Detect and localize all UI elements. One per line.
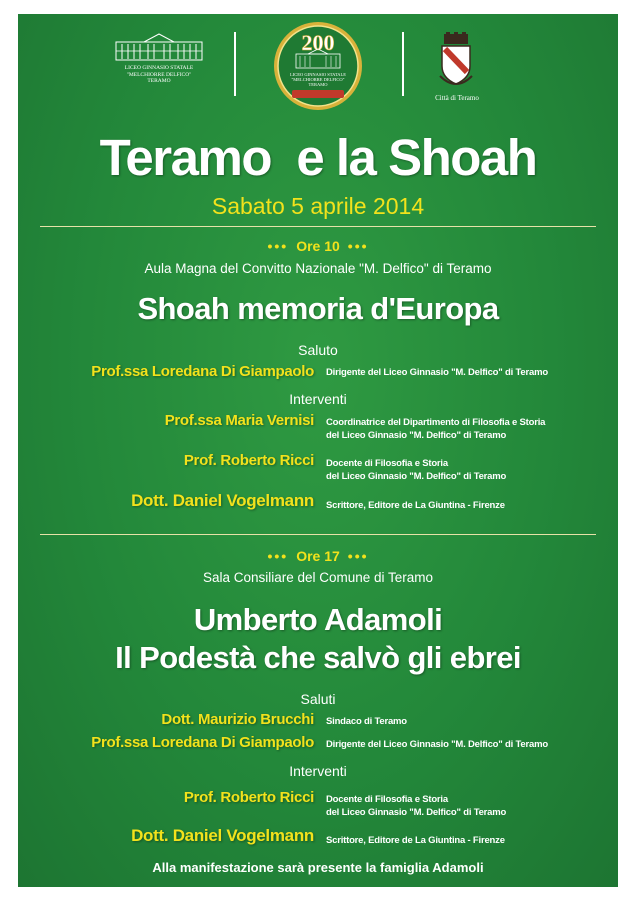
session2-speaker-name: Dott. Daniel Vogelmann <box>131 826 314 845</box>
anniversary-badge <box>272 20 364 112</box>
school-building-icon <box>114 32 204 62</box>
event-title: Teramo e la Shoah <box>99 129 537 186</box>
session1-speaker-name: Prof. Roberto Ricci <box>183 452 314 469</box>
role-line: Coordinatrice del Dipartimento di Filosofia e Storia <box>326 417 546 428</box>
school-caption-line: TERAMO <box>147 78 171 84</box>
session1-speaker-role <box>326 457 616 483</box>
session1-heading: Shoah memoria d'Europa <box>137 291 499 326</box>
session2-speaker-role: Scrittore, Editore de La Giuntina - Firenze <box>326 835 505 846</box>
session2-heading-line2: Il Podestà che salvò gli ebrei <box>115 640 521 675</box>
role-line: Docente di Filosofia e Storia <box>326 458 448 469</box>
header-divider <box>402 32 404 96</box>
event-date: Sabato 5 aprile 2014 <box>211 193 425 219</box>
session2-greeting-name: Dott. Maurizio Brucchi <box>161 711 314 728</box>
session2-greeting-name: Prof.ssa Loredana Di Giampaolo <box>91 734 314 751</box>
badge-number: 200 <box>301 30 335 55</box>
dots-right: ••• <box>347 238 369 254</box>
session1-time <box>18 237 618 255</box>
school-logo <box>114 32 204 85</box>
session2-speaker-name: Prof. Roberto Ricci <box>183 789 314 806</box>
school-caption-line: LICEO GINNASIO STATALE <box>124 65 194 71</box>
badge-line: LICEO GINNASIO STATALE <box>289 72 347 77</box>
session1-speaker-role <box>326 416 616 442</box>
session1-greeting-name: Prof.ssa Loredana Di Giampaolo <box>91 363 314 380</box>
school-caption-line: "MELCHIORRE DELFICO" <box>126 71 192 78</box>
city-crest <box>436 32 476 97</box>
session2-time <box>18 547 618 565</box>
session1-greeting-role: Dirigente del Liceo Ginnasio "M. Delfico" di Teramo <box>326 367 548 378</box>
badge-line: TERAMO <box>308 82 328 87</box>
header-divider <box>234 32 236 96</box>
session2-greeting-role: Sindaco di Teramo <box>326 716 407 727</box>
session1-speaker-role: Scrittore, Editore de La Giuntina - Firenze <box>326 500 505 511</box>
session2-greeting-role: Dirigente del Liceo Ginnasio "M. Delfico" di Teramo <box>326 739 548 750</box>
session2-speakers-label: Interventi <box>289 763 347 779</box>
section-divider <box>40 534 596 535</box>
role-line: del Liceo Ginnasio "M. Delfico" di Teramo <box>326 471 507 482</box>
session1-speakers-label: Interventi <box>289 391 347 407</box>
session1-greeting-label: Saluto <box>298 342 338 358</box>
session1-time-label: Ore 10 <box>296 238 340 254</box>
session1-speaker-name: Prof.ssa Maria Vernisi <box>164 412 314 429</box>
session2-greeting-label: Saluti <box>300 691 336 707</box>
session1-venue: Aula Magna del Convitto Nazionale "M. Delfico" di Teramo <box>144 261 492 276</box>
dots-right: ••• <box>347 548 369 564</box>
dots-left: ••• <box>267 548 289 564</box>
session1-speaker-name: Dott. Daniel Vogelmann <box>131 491 314 510</box>
dots-left: ••• <box>267 238 289 254</box>
role-line: del Liceo Ginnasio "M. Delfico" di Teramo <box>326 807 507 818</box>
coat-of-arms-icon <box>436 32 476 92</box>
city-caption: Città di Teramo <box>435 94 479 102</box>
session2-heading-line1: Umberto Adamoli <box>193 602 443 637</box>
role-line: del Liceo Ginnasio "M. Delfico" di Teramo <box>326 430 507 441</box>
role-line: Docente di Filosofia e Storia <box>326 794 448 805</box>
section-divider <box>40 226 596 227</box>
session2-venue: Sala Consiliare del Comune di Teramo <box>202 570 434 585</box>
event-poster <box>18 14 618 887</box>
anniversary-seal-icon <box>272 20 364 112</box>
session2-time-label: Ore 17 <box>296 548 340 564</box>
footer-note: Alla manifestazione sarà presente la famiglia Adamoli <box>152 860 484 875</box>
session2-speaker-role <box>326 793 616 819</box>
badge-line: "MELCHIORRE DELFICO" <box>291 77 345 82</box>
